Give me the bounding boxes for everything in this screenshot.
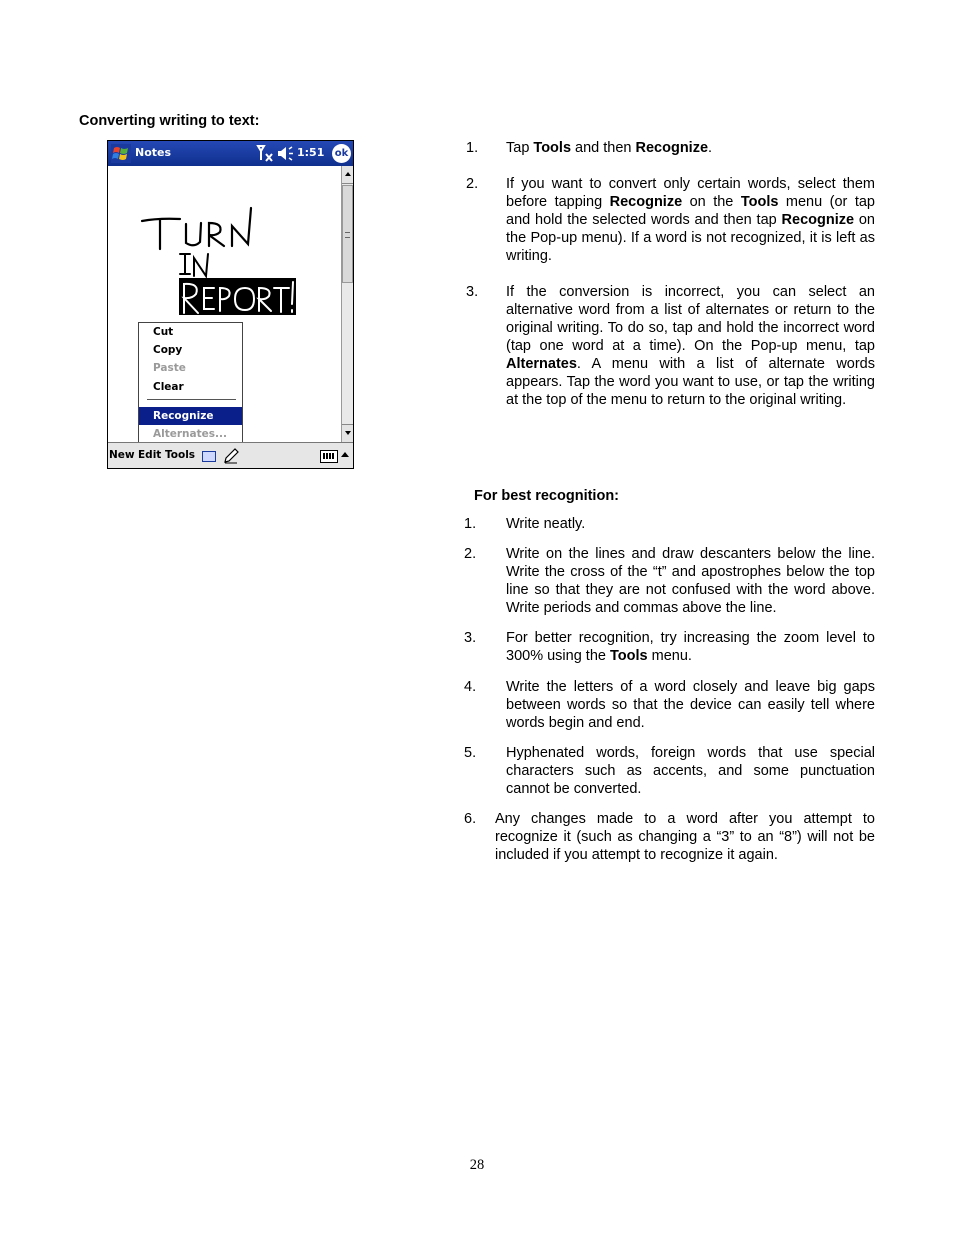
menu-bar: [108, 442, 353, 469]
title-bar: [108, 141, 353, 166]
scroll-up-arrow-icon[interactable]: [342, 166, 354, 184]
step-number: 2.: [466, 176, 479, 192]
tip-2-text: Write on the lines and draw descanters below the line. Write the cross of the “t” and apostrophes below the top line so that they are not confused with the word above. Write periods and commas above the line.: [506, 546, 875, 616]
menu-tools[interactable]: Tools: [165, 449, 196, 461]
tip-6-text: Any changes made to a word after you attempt to recognize it (such as changing a “3” to an “8”) will not be included if you attempt to recognize it again.: [495, 811, 875, 863]
recording-icon[interactable]: [202, 451, 216, 462]
tip-number: 1.: [464, 516, 477, 532]
tip-1-text: Write neatly.: [506, 516, 586, 532]
menu-separator: [147, 399, 236, 400]
pen-icon[interactable]: [223, 448, 239, 464]
windows-start-icon[interactable]: [111, 144, 131, 163]
tip-number: 5.: [464, 745, 477, 761]
vertical-scrollbar[interactable]: [341, 166, 354, 442]
sip-arrow-icon[interactable]: [341, 452, 349, 457]
scroll-down-arrow-icon[interactable]: [342, 424, 354, 442]
step-3-text: If the conversion is incorrect, you can select an alternative word from a list of alternates or return to the original writing. To do so, tap and hold the incorrect word (tap one word at a time). On the Pop-up menu, tap Alternates. A menu with a list of alternate words appears. Tap the word you want to use, or tap the writing at the top of the menu to return to the original writing.: [506, 284, 875, 408]
menu-edit[interactable]: Edit: [138, 449, 162, 461]
speaker-icon[interactable]: [276, 145, 294, 162]
tip-number: 6.: [464, 811, 477, 827]
tip-number: 4.: [464, 679, 477, 695]
step-number: 1.: [466, 140, 479, 156]
app-title: Notes: [135, 146, 172, 159]
ok-button[interactable]: ok: [332, 144, 351, 163]
tip-3-text: For better recognition, try increasing the zoom level to 300% using the Tools menu.: [506, 630, 875, 664]
tip-4-text: Write the letters of a word closely and leave big gaps between words so that the device can easily tell where words begin and end.: [506, 679, 875, 731]
popup-menu: [138, 322, 243, 443]
scroll-thumb[interactable]: [342, 185, 353, 283]
section-heading: Converting writing to text:: [79, 113, 260, 129]
tip-number: 3.: [464, 630, 477, 646]
step-2-text: If you want to convert only certain words, select them before tapping Recognize on the Tools menu (or tap and hold the selected words and then tap Recognize on the Pop-up menu). If a word is not recognized, it is left as writing.: [506, 176, 875, 264]
menu-item-paste[interactable]: Paste: [153, 362, 186, 374]
page-number: 28: [469, 1157, 485, 1173]
tip-5-text: Hyphenated words, foreign words that use special characters such as accents, and some punctuation cannot be converted.: [506, 745, 875, 797]
tip-number: 2.: [464, 546, 477, 562]
keyboard-icon[interactable]: [320, 450, 338, 463]
step-1-text: Tap Tools and then Recognize.: [506, 140, 713, 156]
connectivity-icon[interactable]: [256, 143, 274, 163]
menu-new[interactable]: New: [109, 449, 135, 461]
step-number: 3.: [466, 284, 479, 300]
menu-item-copy[interactable]: Copy: [153, 344, 183, 356]
menu-item-recognize[interactable]: Recognize: [139, 407, 242, 425]
clock[interactable]: 1:51: [297, 146, 325, 159]
menu-item-alternates[interactable]: Alternates...: [153, 428, 227, 440]
menu-item-cut[interactable]: Cut: [153, 326, 174, 338]
pocket-pc-screenshot: [107, 140, 354, 469]
best-recognition-heading: For best recognition:: [474, 488, 619, 504]
menu-item-clear[interactable]: Clear: [153, 381, 184, 393]
